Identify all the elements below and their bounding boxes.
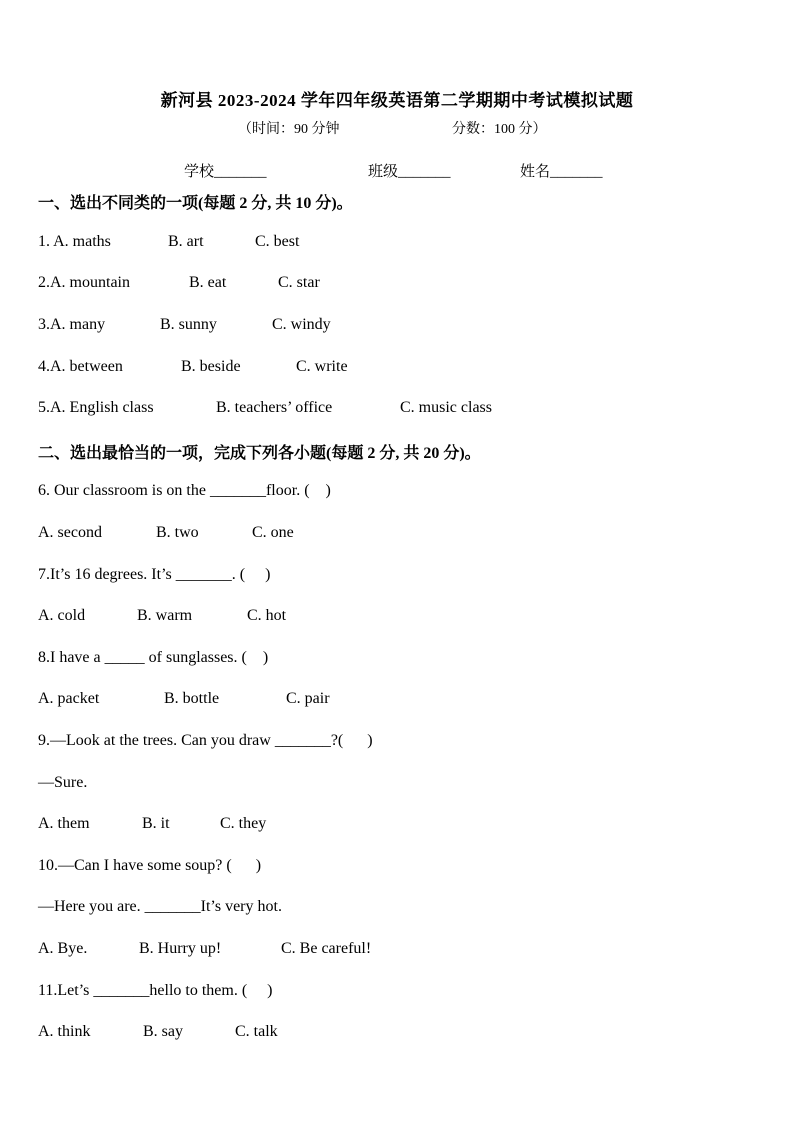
- q11-option-a[interactable]: A. think: [38, 1023, 91, 1040]
- question-9-stem: 9.—Look at the trees. Can you draw _______?( ): [38, 732, 373, 749]
- question-1: [38, 233, 300, 251]
- q5-option-c[interactable]: C. music class: [400, 399, 492, 416]
- q1-option-c[interactable]: C. best: [255, 233, 300, 250]
- q1-option-b[interactable]: B. art: [168, 233, 204, 250]
- question-10-reply: —Here you are. _______It’s very hot.: [38, 898, 282, 915]
- q11-option-b[interactable]: B. say: [143, 1023, 183, 1040]
- q11-option-c[interactable]: C. talk: [235, 1023, 278, 1040]
- q4-option-b[interactable]: B. beside: [181, 358, 241, 375]
- q9-option-c[interactable]: C. they: [220, 815, 267, 832]
- question-5: [38, 399, 492, 417]
- question-2: [38, 274, 320, 292]
- question-3: [38, 316, 331, 334]
- question-6-options: [38, 524, 294, 542]
- class-field[interactable]: 班级_______: [368, 164, 451, 180]
- q10-option-a[interactable]: A. Bye.: [38, 940, 88, 957]
- q2-option-b[interactable]: B. eat: [189, 274, 227, 291]
- q6-option-b[interactable]: B. two: [156, 524, 199, 541]
- question-9-options: [38, 815, 267, 833]
- q7-option-c[interactable]: C. hot: [247, 607, 287, 624]
- q5-option-a[interactable]: 5.A. English class: [38, 399, 154, 416]
- question-7-stem: 7.It’s 16 degrees. It’s _______. ( ): [38, 566, 271, 583]
- q2-option-a[interactable]: 2.A. mountain: [38, 274, 130, 291]
- q3-option-a[interactable]: 3.A. many: [38, 316, 106, 333]
- question-8-options: [38, 690, 330, 708]
- school-field[interactable]: 学校_______: [184, 164, 267, 180]
- q6-option-a[interactable]: A. second: [38, 524, 102, 541]
- q10-option-b[interactable]: B. Hurry up!: [139, 940, 222, 957]
- q4-option-a[interactable]: 4.A. between: [38, 358, 123, 375]
- q7-option-b[interactable]: B. warm: [137, 607, 193, 624]
- question-11-options: [38, 1023, 278, 1041]
- q3-option-c[interactable]: C. windy: [272, 316, 331, 333]
- q9-option-b[interactable]: B. it: [142, 815, 170, 832]
- exam-time: （时间：90 分钟: [238, 122, 340, 137]
- question-10-options: [38, 940, 372, 958]
- q3-option-b[interactable]: B. sunny: [160, 316, 217, 333]
- name-field[interactable]: 姓名_______: [520, 164, 603, 180]
- q10-option-c[interactable]: C. Be careful!: [281, 940, 372, 957]
- q9-option-a[interactable]: A. them: [38, 815, 90, 832]
- question-6-stem: 6. Our classroom is on the _______floor. ( ): [38, 482, 331, 499]
- section2-heading: 二、选出最恰当的一项，完成下列各小题(每题 2 分, 共 20 分)。: [38, 445, 481, 462]
- question-10-stem: 10.—Can I have some soup? ( ): [38, 857, 262, 874]
- question-8-stem: 8.I have a _____ of sunglasses. ( ): [38, 649, 269, 666]
- q8-option-a[interactable]: A. packet: [38, 690, 100, 707]
- q5-option-b[interactable]: B. teachers’ office: [216, 399, 333, 416]
- q2-option-c[interactable]: C. star: [278, 274, 320, 291]
- page-title: 新河县 2023-2024 学年四年级英语第二学期期中考试模拟试题: [160, 91, 634, 110]
- q6-option-c[interactable]: C. one: [252, 524, 294, 541]
- question-4: [38, 358, 348, 376]
- exam-score: 分数：100 分）: [452, 122, 547, 137]
- question-9-reply: —Sure.: [38, 774, 88, 791]
- q1-option-a[interactable]: 1. A. maths: [38, 233, 111, 250]
- q8-option-b[interactable]: B. bottle: [164, 690, 220, 707]
- q8-option-c[interactable]: C. pair: [286, 690, 330, 707]
- q4-option-c[interactable]: C. write: [296, 358, 348, 375]
- question-11-stem: 11.Let’s _______hello to them. ( ): [38, 982, 273, 999]
- q7-option-a[interactable]: A. cold: [38, 607, 86, 624]
- question-7-options: [38, 607, 287, 625]
- section1-heading: 一、选出不同类的一项(每题 2 分, 共 10 分)。: [38, 195, 353, 212]
